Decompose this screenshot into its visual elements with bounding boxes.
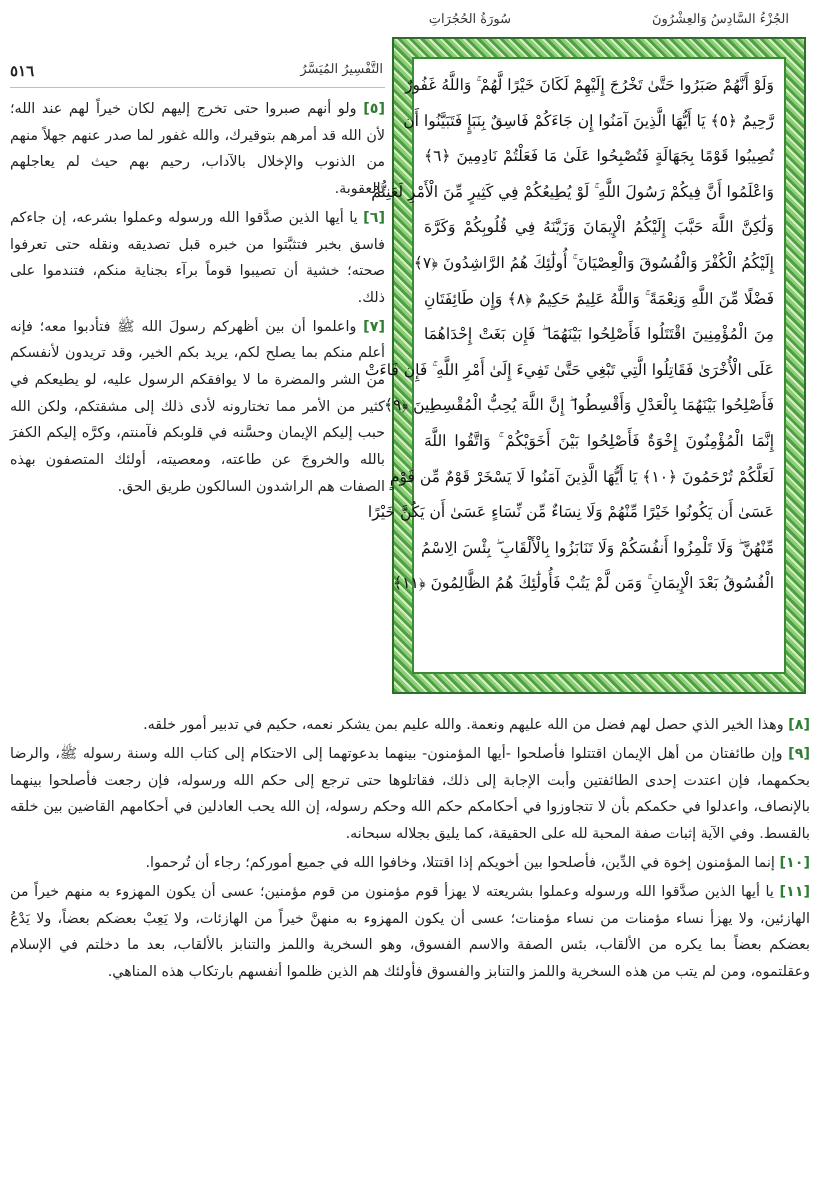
tafsir-heading (10, 58, 383, 88)
quran-line: رَّحِيمٌ ﴿٥﴾ يَا أَيُّهَا الَّذِينَ آمَنُوا إِن جَاءَكُمْ فَاسِقٌ بِنَبَإٍ فَتَبَيَّنُوا أَن (403, 111, 774, 130)
quran-line: لَعَلَّكُمْ تُرْحَمُونَ ﴿١٠﴾ يَا أَيُّهَا الَّذِينَ آمَنُوا لَا يَسْخَرْ قَوْمٌ مِّن قَوْمٍ (389, 467, 774, 486)
divider (10, 87, 385, 88)
tafsir-full-width (10, 712, 810, 988)
tafsir-paragraph (10, 96, 385, 203)
quran-line: وَلَوْ أَنَّهُمْ صَبَرُوا حَتَّىٰ تَخْرُجَ إِلَيْهِمْ لَكَانَ خَيْرًا لَّهُمْ ۚ وَاللَّهُ غَفُورٌ (405, 76, 774, 94)
quran-line: عَسَىٰ أَن يَكُونُوا خَيْرًا مِّنْهُمْ وَلَا نِسَاءٌ مِّن نِّسَاءٍ عَسَىٰ أَن يَكُنَّ خَيْرًا (367, 503, 774, 522)
verse-number: [١١] (779, 883, 810, 900)
juz-title: الجُزْءُ السَّادِسُ وَالعِشْرُونَ (651, 12, 789, 27)
quran-line: وَاعْلَمُوا أَنَّ فِيكُمْ رَسُولَ اللَّهِ ۚ لَوْ يُطِيعُكُمْ فِي كَثِيرٍ مِّنَ الْأَمْرِ لَعَنِتُّمْ (371, 182, 774, 201)
page-number: ٥١٦ (10, 62, 35, 80)
verse-number: [٨] (788, 717, 810, 733)
quran-line: مِنَ الْمُؤْمِنِينَ اقْتَتَلُوا فَأَصْلِحُوا بَيْنَهُمَا ۖ فَإِن بَغَتْ إِحْدَاهُمَا (424, 325, 774, 344)
quran-line: إِنَّمَا الْمُؤْمِنُونَ إِخْوَةٌ فَأَصْلِحُوا بَيْنَ أَخَوَيْكُمْ ۚ وَاتَّقُوا اللَّهَ (424, 431, 774, 450)
surah-title: سُورَةُ الحُجُرَاتِ (428, 12, 511, 27)
verse-number: [١٠] (779, 854, 810, 871)
tafsir-text: يا أيها الذين صدَّقوا الله ورسوله وعملوا بشرعه، إن جاءكم فاسق بخبر فتثبَّتوا من خبره قبل تصديقه ونقله حتى تعرفوا صحته؛ خشية أن تصيبوا قوماً برآء بجناية منكم، فتندموا على ذلك. (10, 209, 385, 306)
quran-line: فَأَصْلِحُوا بَيْنَهُمَا بِالْعَدْلِ وَأَقْسِطُوا ۖ إِنَّ اللَّهَ يُحِبُّ الْمُقْسِطِينَ ﴿٩﴾ (383, 396, 774, 415)
tafsir-paragraph (10, 314, 385, 501)
quran-line: إِلَيْكُمُ الْكُفْرَ وَالْفُسُوقَ وَالْعِصْيَانَ ۚ أُولَٰئِكَ هُمُ الرَّاشِدُونَ ﴿٧﴾ (413, 253, 774, 272)
quran-line: عَلَى الْأُخْرَىٰ فَقَاتِلُوا الَّتِي تَبْغِي حَتَّىٰ تَفِيءَ إِلَىٰ أَمْرِ اللَّهِ ۚ فَإِن فَاءَتْ (364, 360, 774, 379)
tafsir-paragraph (10, 879, 810, 986)
tafsir-text: واعلموا أن بين أظهركم رسولَ الله ﷺ فتأدبوا معه؛ فإنه أعلم منكم بما يصلح لكم، يريد بكم الخير، وقد تريدون لأنفسكم من الشر والمضرة ما لا يوافقكم الرسول عليه، لو يطيعكم في كثير من الأمر مما تختارونه لأدى ذلك إلى مشقتكم، ولكن الله حبب إليكم الإيمان وحسَّنه في قلوبكم فآمنتم، وكرَّه إليكم الكفرَ بالله والخروجَ عن طاعته، ومعصيته، أولئك المتصفون بهذه الصفات هم الراشدون السالكون طريق الحق. (10, 318, 385, 495)
quran-frame (364, 37, 806, 694)
quran-line: وَلَٰكِنَّ اللَّهَ حَبَّبَ إِلَيْكُمُ الْإِيمَانَ وَزَيَّنَهُ فِي قُلُوبِكُمْ وَكَرَّهَ (424, 218, 774, 237)
quran-text-box (364, 57, 786, 674)
tafsir-title: التَّفْسِيرُ المُيَسَّرُ (300, 62, 383, 77)
quran-line: فَضْلًا مِّنَ اللَّهِ وَنِعْمَةً ۚ وَاللَّهُ عَلِيمٌ حَكِيمٌ ﴿٨﴾ وَإِن طَائِفَتَانِ (424, 289, 774, 308)
tafsir-paragraph (10, 205, 385, 312)
tafsir-paragraph (10, 741, 810, 848)
verse-number: [٩] (788, 745, 810, 762)
verse-number: [٥] (363, 101, 386, 117)
quran-text (364, 59, 784, 602)
tafsir-text: وإن طائفتان من أهل الإيمان اقتتلوا فأصلحوا -أيها المؤمنون- بينهما بدعوتهما إلى الاحتكام إلى كتاب الله وسنة رسوله ﷺ، والرضا بحكمهما، فإن اعتدت إحدى الطائفتين وأبت الإجابة إلى ذلك، فقاتلوها حتى ترجع إلى حكم الله ورسوله، فإن رجعت فأصلحوا بينهما بالإنصاف، واعدلوا في حكمكم بأن لا تتجاوزوا في أحكامكم حكم الله وحكم رسوله، إن الله يحب العادلين في أحكامهم القاضين بين خلقه بالقسط. وفي الآية إثبات صفة المحبة لله على الحقيقة، كما يليق بجلاله سبحانه. (10, 745, 810, 843)
tafsir-text: إنما المؤمنون إخوة في الدِّين، فأصلحوا بين أخويكم إذا اقتتلا، وخافوا الله في جميع أموركم؛ رجاء أن تُرحموا. (145, 854, 775, 871)
quran-line: الْفُسُوقُ بَعْدَ الْإِيمَانِ ۚ وَمَن لَّمْ يَتُبْ فَأُولَٰئِكَ هُمُ الظَّالِمُونَ ﴿١١﴾ (393, 574, 774, 593)
tafsir-side-column (10, 96, 385, 503)
tafsir-text: يا أيها الذين صدَّقوا الله ورسوله وعملوا بشريعته لا يهزأ قوم مؤمنون من قوم مؤمنين؛ عسى أن يكون المهزوء به منهم خيراً من الهازئين، ولا يهزأ نساء مؤمنات من نساء مؤمنات؛ عسى أن يكون المهزوء به منهنَّ خيراً من الهازئات، ولا يَعِبْ بعضكم بعضاً، ولا يَدْعُ بعضكم بعضاً بما يكره من الألقاب، بئس الصفة والاسم الفسوق، وهو السخرية واللمز والتنابز بالألقاب، بعد ما دخلتم في الإسلام وعقلتموه، ومن لم يتب من هذه السخرية واللمز والتنابز والفسوق فأولئك هم الذين ظلموا أنفسهم بارتكاب هذه المناهي. (10, 883, 810, 981)
verse-number: [٧] (363, 318, 385, 335)
tafsir-text: ولو أنهم صبروا حتى تخرج إليهم لكان خيراً لهم عند الله؛ لأن الله قد أمرهم بتوقيرك، والله غفور لما صدر عنهم جهلاً منهم من الذنوب والإخلال بالآداب، رحيم بهم حيث لم يعاجلهم بالعقوبة. (10, 101, 385, 198)
page-header (0, 0, 821, 40)
tafsir-text: وهذا الخير الذي حصل لهم فضل من الله عليهم ونعمة. والله عليم بمن يشكر نعمه، حكيم في تدبير أمور خلقه. (143, 717, 784, 733)
quran-line: تُصِيبُوا قَوْمًا بِجَهَالَةٍ فَتُصْبِحُوا عَلَىٰ مَا فَعَلْتُمْ نَادِمِينَ ﴿٦﴾ (424, 147, 774, 166)
tafsir-paragraph (10, 850, 810, 877)
tafsir-paragraph (10, 712, 810, 739)
verse-number: [٦] (363, 209, 385, 226)
quran-line: مِّنْهُنَّ ۖ وَلَا تَلْمِزُوا أَنفُسَكُمْ وَلَا تَنَابَزُوا بِالْأَلْقَابِ ۖ بِئْسَ الِاسْمُ (421, 538, 774, 557)
